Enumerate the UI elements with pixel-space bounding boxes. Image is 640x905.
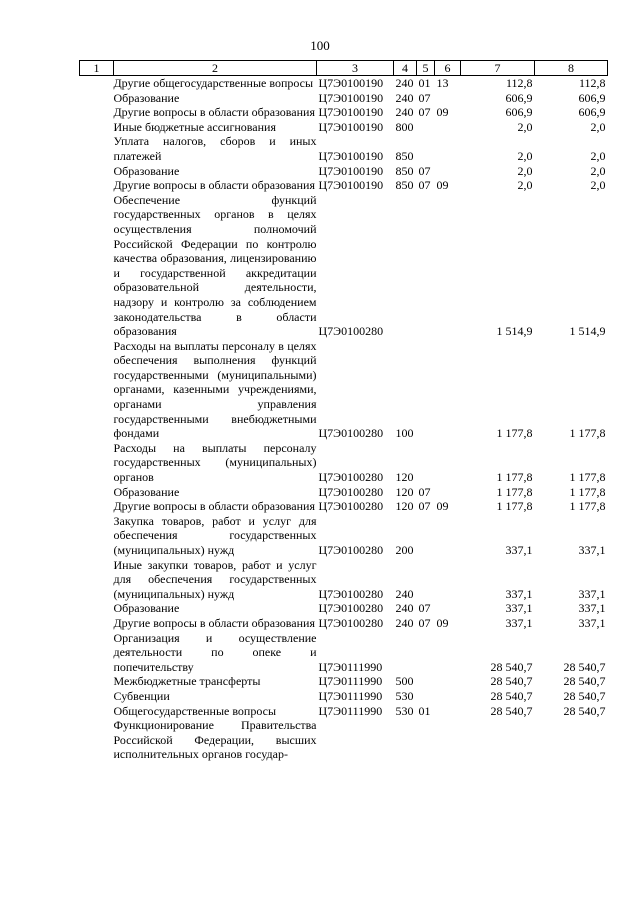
row-value-7: 2,0 [517,163,533,178]
row-value-7: 2,0 [517,148,533,163]
row-value-7: 2,0 [517,119,533,134]
row-empty-cell [80,718,114,762]
row-code [317,718,394,762]
column-header: 8 [535,61,608,76]
column-header: 4 [394,61,417,76]
row-value-7: 606,9 [505,90,533,105]
row-rz: 01 [418,76,431,90]
row-rz: 07 [418,90,431,105]
row-empty-cell [80,164,114,179]
row-value-8: 606,9 [578,90,606,105]
row-value-7: 1 177,8 [496,470,533,485]
row-vr: 500 [395,674,414,689]
table-row [80,134,608,163]
row-value-7: 337,1 [505,543,533,557]
row-empty-cell [80,704,114,719]
row-pr [435,485,461,500]
row-vr: 120 [395,484,414,499]
row-value-7: 1 177,8 [496,484,533,499]
row-code: Ц7Э0100190 [318,148,384,163]
row-empty-cell [80,514,114,558]
row-code: Ц7Э0111990 [318,659,383,674]
row-vr: 240 [395,615,414,630]
row-value-8: 1 177,8 [569,426,606,441]
row-empty-cell [80,674,114,689]
row-name: Закупка товаров, работ и услуг для обеспечения государственных (муниципальных) нужд [113,513,317,557]
row-pr [435,339,461,441]
row-value-8: 606,9 [578,105,606,120]
row-code: Ц7Э0100280 [318,543,384,557]
row-name: Иные бюджетные ассигнования [113,119,276,134]
column-header: 3 [317,61,394,76]
row-value-8 [535,718,608,762]
row-value-7: 112,8 [505,76,533,90]
row-name: Другие вопросы в области образования [113,499,315,514]
row-pr [435,558,461,602]
row-value-8: 112,8 [578,76,606,90]
row-empty-cell [80,76,114,91]
row-value-8: 337,1 [578,615,606,630]
row-empty-cell [80,105,114,120]
row-pr [435,164,461,179]
row-value-7: 28 540,7 [490,688,533,703]
row-rz [417,718,435,762]
row-name: Уплата налогов, сборов и иных платежей [113,134,317,163]
row-pr [435,134,461,163]
row-value-8: 28 540,7 [563,703,606,718]
table-row [80,674,608,689]
table-row [80,601,608,616]
row-rz [417,514,435,558]
row-value-8: 337,1 [578,601,606,616]
row-name: Другие вопросы в области образования [113,105,315,120]
row-name: Расходы на выплаты персоналу государственных (муниципальных) органов [113,440,317,485]
row-empty-cell [80,499,114,514]
row-empty-cell [80,193,114,339]
row-empty-cell [80,178,114,193]
row-pr [435,631,461,675]
row-code: Ц7Э0100280 [318,499,384,514]
row-name: Иные закупки товаров, работ и услуг для обеспечения государственных (муниципальных) нужд [113,557,317,601]
row-pr [435,193,461,339]
table-row [80,558,608,602]
row-name: Организация и осуществление деятельности по опеке и попечительству [113,630,317,674]
row-value-8: 28 540,7 [563,688,606,703]
row-rz: 01 [418,703,431,718]
row-code: Ц7Э0111990 [318,674,383,689]
table-row [80,91,608,106]
row-code: Ц7Э0100280 [318,470,384,485]
row-rz [417,558,435,602]
row-code: Ц7Э0100190 [318,90,384,105]
row-value-7: 337,1 [505,615,533,630]
row-vr: 240 [395,90,414,105]
row-value-7 [461,718,535,762]
row-pr [435,704,461,719]
row-rz [417,339,435,441]
row-name: Функционирование Правительства Российской Федерации, высших исполнительных органов государ- [113,718,317,762]
row-pr: 09 [436,499,449,514]
row-vr: 530 [395,688,414,703]
row-code: Ц7Э0111990 [318,688,383,703]
row-empty-cell [80,120,114,135]
table-row [80,499,608,514]
row-pr [435,674,461,689]
row-rz [417,689,435,704]
row-value-8: 2,0 [590,119,606,134]
row-pr [435,689,461,704]
row-rz [417,441,435,485]
table-row [80,718,608,762]
row-rz: 07 [418,615,431,630]
row-vr: 850 [395,163,414,178]
row-empty-cell [80,689,114,704]
table-row [80,105,608,120]
row-value-8: 1 177,8 [569,484,606,499]
column-header: 6 [435,61,461,76]
row-vr: 850 [395,148,414,163]
row-name: Другие вопросы в области образования [113,178,315,193]
row-rz: 07 [418,499,431,514]
table-row [80,631,608,675]
row-vr: 240 [395,76,414,90]
row-code: Ц7Э0100280 [318,615,384,630]
row-value-8: 1 177,8 [569,499,606,514]
row-empty-cell [80,441,114,485]
row-pr [435,91,461,106]
row-value-7: 28 540,7 [490,703,533,718]
row-code: Ц7Э0111990 [318,703,383,718]
row-vr [394,718,417,762]
row-value-7: 28 540,7 [490,674,533,689]
row-rz [417,631,435,675]
row-name: Другие общегосударственные вопросы [113,76,314,90]
row-vr: 240 [395,601,414,616]
row-code: Ц7Э0100280 [318,484,384,499]
row-vr: 240 [395,105,414,120]
row-rz [417,193,435,339]
row-rz: 07 [418,105,431,120]
row-name: Общегосударственные вопросы [113,703,277,718]
row-code: Ц7Э0100190 [318,178,384,193]
row-value-8: 337,1 [578,586,606,601]
row-pr: 13 [436,76,449,90]
row-vr [394,631,417,675]
row-rz [417,120,435,135]
row-vr: 240 [395,586,414,601]
row-empty-cell [80,558,114,602]
row-vr: 200 [395,543,414,557]
row-name: Образование [113,163,180,178]
row-value-7: 2,0 [517,178,533,193]
row-value-8: 2,0 [590,178,606,193]
row-vr: 100 [395,426,414,441]
page-number: 100 [310,38,330,53]
row-value-8: 2,0 [590,148,606,163]
row-value-8: 337,1 [578,543,606,557]
row-code: Ц7Э0100190 [318,119,384,134]
row-pr: 09 [436,615,449,630]
row-name: Образование [113,601,180,616]
row-value-8: 1 177,8 [569,470,606,485]
row-empty-cell [80,339,114,441]
row-pr: 09 [436,105,449,120]
table-row [80,485,608,500]
row-pr [435,718,461,762]
row-code: Ц7Э0100190 [318,163,384,178]
row-pr [435,120,461,135]
table-row [80,76,608,91]
row-empty-cell [80,631,114,675]
row-rz: 07 [418,163,431,178]
row-code: Ц7Э0100280 [318,586,384,601]
row-empty-cell [80,134,114,163]
column-header: 5 [417,61,435,76]
table-row [80,178,608,193]
row-rz: 07 [418,178,431,193]
table-row [80,616,608,631]
row-pr [435,441,461,485]
row-rz [417,134,435,163]
table-row [80,704,608,719]
table-header-row [80,61,608,76]
row-vr: 800 [395,119,414,134]
column-header: 7 [461,61,535,76]
row-code: Ц7Э0100280 [318,601,384,616]
row-value-8: 1 514,9 [569,324,606,339]
row-empty-cell [80,485,114,500]
row-empty-cell [80,616,114,631]
row-code: Ц7Э0100280 [318,426,384,441]
row-value-7: 337,1 [505,586,533,601]
column-header: 1 [80,61,114,76]
row-name: Межбюджетные трансферты [113,674,261,689]
row-vr: 850 [395,178,414,193]
row-code: Ц7Э0100190 [318,105,384,120]
row-name: Образование [113,90,180,105]
row-pr [435,601,461,616]
table-row [80,689,608,704]
row-vr [394,193,417,339]
row-value-7: 1 177,8 [496,499,533,514]
table-row [80,441,608,485]
table-row [80,193,608,339]
row-name: Субвенции [113,688,170,703]
row-vr: 530 [395,703,414,718]
row-value-7: 1 177,8 [496,426,533,441]
row-name: Образование [113,484,180,499]
row-code: Ц7Э0100280 [318,324,384,339]
row-value-8: 28 540,7 [563,674,606,689]
row-code: Ц7Э0100190 [318,76,384,90]
row-value-8: 28 540,7 [563,659,606,674]
row-empty-cell [80,91,114,106]
row-rz: 07 [418,601,431,616]
table-row [80,339,608,441]
row-value-7: 28 540,7 [490,659,533,674]
row-rz: 07 [418,484,431,499]
table-row [80,164,608,179]
row-value-7: 337,1 [505,601,533,616]
column-header: 2 [114,61,317,76]
row-rz [417,674,435,689]
table-row [80,514,608,558]
row-vr: 120 [395,470,414,485]
row-empty-cell [80,601,114,616]
row-vr: 120 [395,499,414,514]
row-name: Другие вопросы в области образования [113,615,315,630]
row-value-7: 606,9 [505,105,533,120]
row-pr [435,514,461,558]
row-value-8: 2,0 [590,163,606,178]
row-name: Расходы на выплаты персоналу в целях обеспечения выполнения функций государственными (муниципальными) органами, казенными учреждениями, органами управления государственными внебюджетными фондами [113,338,317,441]
row-pr: 09 [436,178,449,193]
budget-table [79,60,608,762]
table-row [80,120,608,135]
row-name: Обеспечение функций государственных органов в целях осуществления полномочий Российской Федерации по контролю качества образования, лицензированию и государственной аккредитации образовательной деятельности, надзору и контролю за соблюдением законодательства в области образования [113,192,317,339]
row-value-7: 1 514,9 [496,324,533,339]
